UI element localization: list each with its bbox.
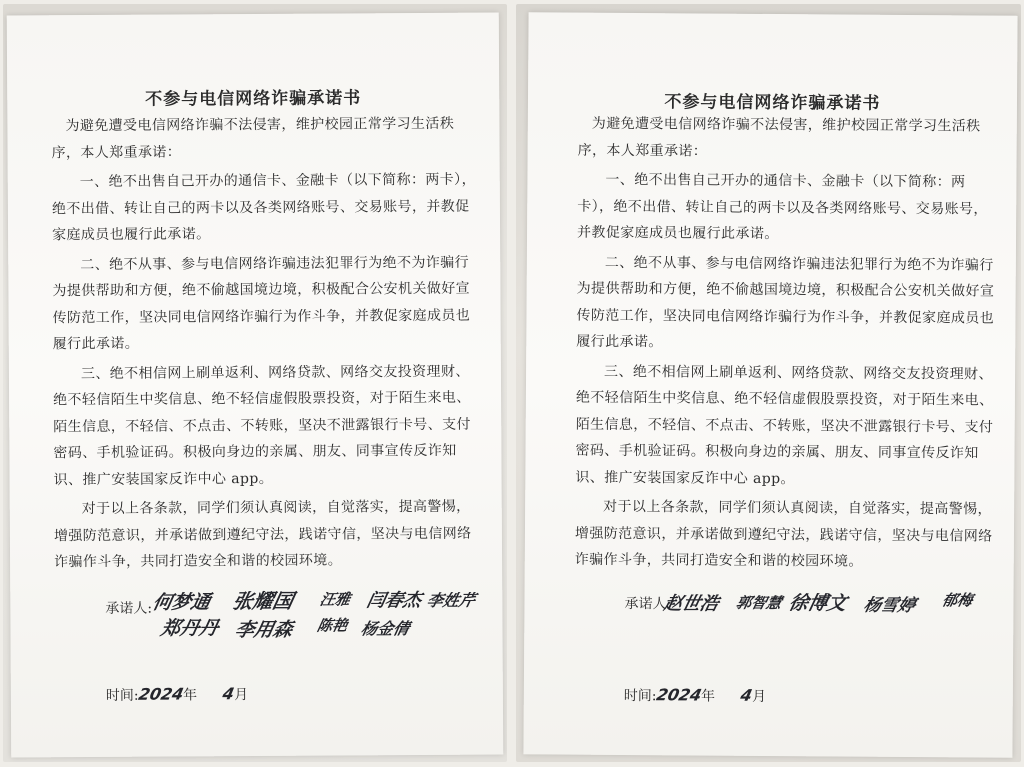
signer-label: 承诺人: <box>624 595 672 613</box>
handwritten-month: 4 <box>738 685 755 705</box>
intro-paragraph: 为避免遭受电信网络诈骗不法侵害，维护校园正常学习生活秩序，本人郑重承诺： <box>577 115 981 160</box>
clause-2: 二、绝不从事、参与电信网络诈骗违法犯罪行为绝不为诈骗行为提供帮助和方便，绝不偷越国境边境，积极配合公安机关做好宣传防范工作，坚决同电信网络诈骗行为作斗争，并教促家庭成员也履行此承诺。 <box>576 254 995 351</box>
document-title: 不参与电信网络诈骗承诺书 <box>145 88 362 110</box>
signature: 陈艳 <box>315 616 350 635</box>
clause-1: 一、绝不出售自己开办的通信卡、金融卡（以下简称：两卡），绝不出借、转让自己的两卡以及各类网络账号、交易账号，并教促家庭成员也履行此承诺。 <box>51 171 477 244</box>
document-body <box>51 111 484 579</box>
signature: 郁梅 <box>940 591 975 610</box>
document-photo-left <box>3 4 507 762</box>
month-label: 月 <box>752 688 767 705</box>
date-label: 时间: <box>623 687 657 705</box>
signature: 何梦通 <box>150 591 213 614</box>
date-label: 时间: <box>105 687 139 704</box>
document-photo-right <box>516 4 1021 762</box>
closing-paragraph: 对于以上各条款，同学们须认真阅读，自觉落实，提高警惕，增强防范意识，并承诺做到遵纪守法，践诺守信，坚决与电信网络诈骗作斗争，共同打造安全和谐的校园环境。 <box>574 498 993 570</box>
signature: 杨雪婷 <box>861 595 918 616</box>
month-label: 月 <box>234 687 249 704</box>
signature: 汪雅 <box>318 590 353 609</box>
signature-block <box>624 583 1003 646</box>
signature: 李用森 <box>232 618 295 642</box>
year-label: 年 <box>701 688 716 705</box>
clause-2: 二、绝不从事、参与电信网络诈骗违法犯罪行为绝不为诈骗行为提供帮助和方便，绝不偷越国境边境，积极配合公安机关做好宣传防范工作，坚决同电信网络诈骗行为作斗争，并教促家庭成员也履行此承诺。 <box>52 254 471 353</box>
signature: 闫春杰 <box>364 589 424 612</box>
signature: 徐博文 <box>786 592 849 615</box>
signature: 郭智慧 <box>734 593 784 613</box>
date-line <box>624 685 767 706</box>
clause-1: 一、绝不出售自己开办的通信卡、金融卡（以下简称：两卡），绝不出借、转让自己的两卡以及各类网络账号、交易账号，并教促家庭成员也履行此承诺。 <box>577 171 988 243</box>
date-line <box>106 684 249 705</box>
clause-3: 三、绝不相信网上刷单返利、网络贷款、网络交友投资理财、绝不轻信陌生中奖信息、绝不轻信虚假股票投资，对于陌生来电、陌生信息，不轻信、不点击、不转账，坚决不泄露银行卡号、支付密码、手机验证码。积极向身边的亲属、朋友、同事宣传反诈知识、推广安装国家反诈中心 app。 <box>575 363 994 487</box>
paper-sheet <box>523 12 1017 757</box>
document-title: 不参与电信网络诈骗承诺书 <box>664 92 881 114</box>
paper-sheet <box>7 13 504 758</box>
signature-block <box>105 586 492 648</box>
clause-3: 三、绝不相信网上刷单返利、网络贷款、网络交友投资理财、绝不轻信陌生中奖信息、绝不轻信虚假股票投资，对于陌生来电、陌生信息，不轻信、不点击、不转账，坚决不泄露银行卡号、支付密码、手机验证码。积极向身边的亲属、朋友、同事宣传反诈知识、推广安装国家反诈中心 app。 <box>53 363 471 488</box>
year-label: 年 <box>183 687 198 704</box>
intro-paragraph: 为避免遭受电信网络诈骗不法侵害，维护校园正常学习生活秩序，本人郑重承诺： <box>51 115 455 161</box>
signature: 郑丹丹 <box>158 617 221 640</box>
handwritten-year: 2024 <box>654 685 704 705</box>
signer-label: 承诺人: <box>105 600 153 617</box>
document-body <box>574 111 999 579</box>
closing-paragraph: 对于以上各条款，同学们须认真阅读，自觉落实，提高警惕，增强防范意识，并承诺做到遵纪守法，践诺守信，坚决与电信网络诈骗作斗争，共同打造安全和谐的校园环境。 <box>53 498 472 571</box>
signature: 赵世浩 <box>661 593 721 615</box>
signature: 杨金倩 <box>359 619 412 639</box>
signature: 张耀国 <box>230 588 296 614</box>
handwritten-year: 2024 <box>136 684 186 704</box>
signature: 李姓芹 <box>425 590 478 610</box>
handwritten-month: 4 <box>221 684 237 704</box>
